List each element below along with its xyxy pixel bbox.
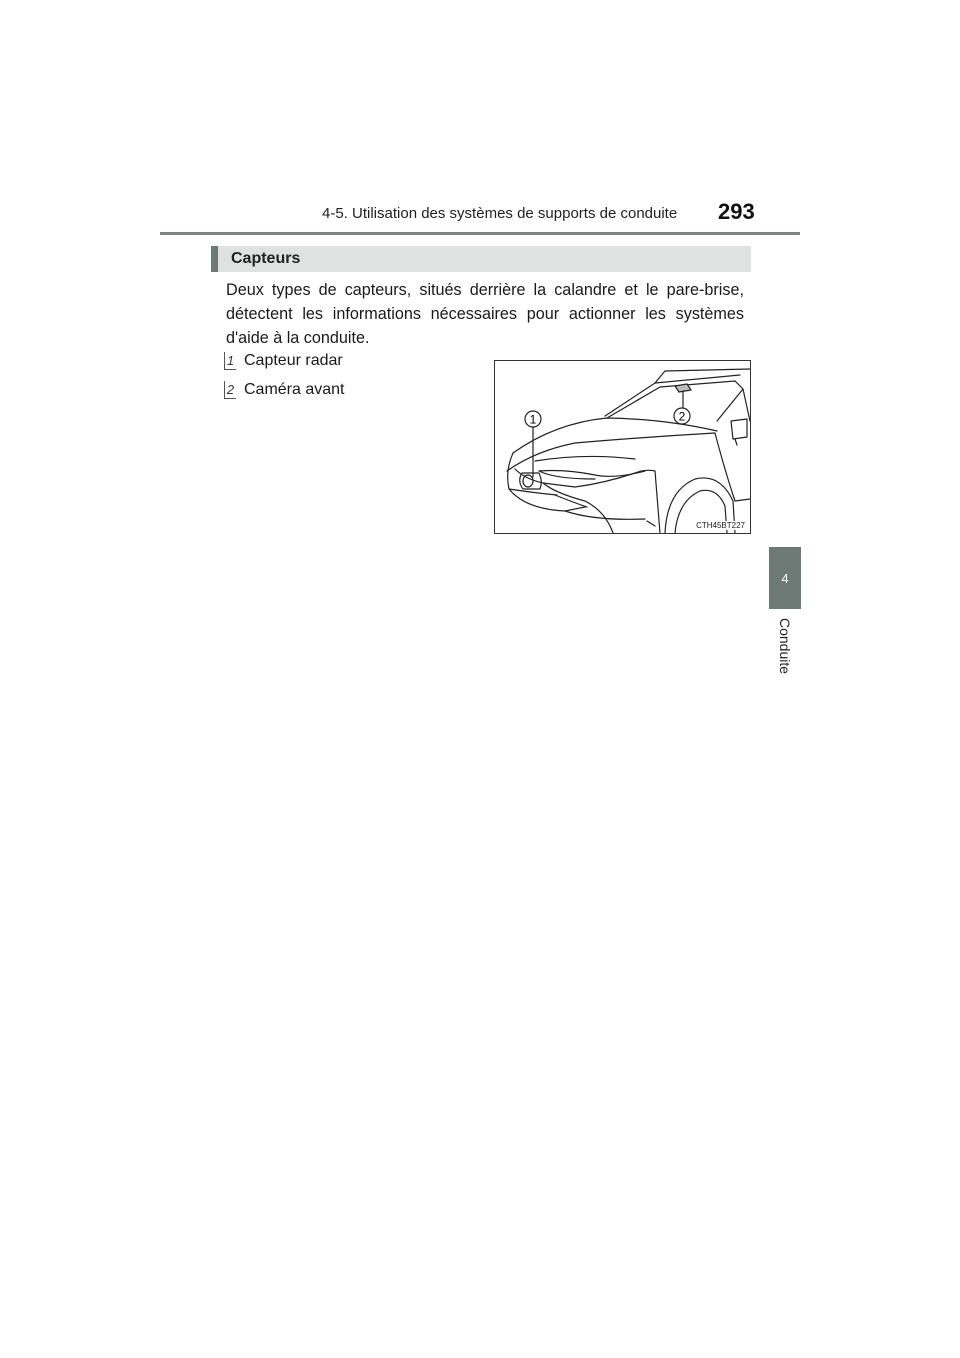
list-item-number: 1 — [224, 352, 236, 370]
chapter-tab-number: 4 — [781, 571, 789, 586]
section-header-bar — [211, 246, 751, 272]
figure-code: CTH45BT227 — [696, 521, 745, 530]
chapter-tab-label: Conduite — [777, 618, 793, 675]
list-item — [224, 381, 345, 399]
list-item-number: 2 — [224, 381, 236, 399]
list-item-label: Caméra avant — [244, 381, 345, 398]
car-drawing — [495, 361, 750, 533]
body-paragraph: Deux types de capteurs, situés derrière la calandre et le pare-brise, détectent les informations nécessaires pour actionner les systèmes d'aide à la conduite. — [226, 281, 744, 347]
car-sensor-illustration — [494, 360, 751, 534]
callout-1-label: 1 — [529, 412, 537, 427]
callout-2-label: 2 — [678, 409, 686, 424]
header-section-title: 4-5. Utilisation des systèmes de supports de conduite — [322, 205, 678, 222]
header-rule — [160, 232, 800, 235]
list-item-label: Capteur radar — [244, 352, 343, 369]
page-number: 293 — [718, 199, 755, 224]
list-item — [224, 352, 343, 370]
section-title: Capteurs — [231, 250, 301, 267]
